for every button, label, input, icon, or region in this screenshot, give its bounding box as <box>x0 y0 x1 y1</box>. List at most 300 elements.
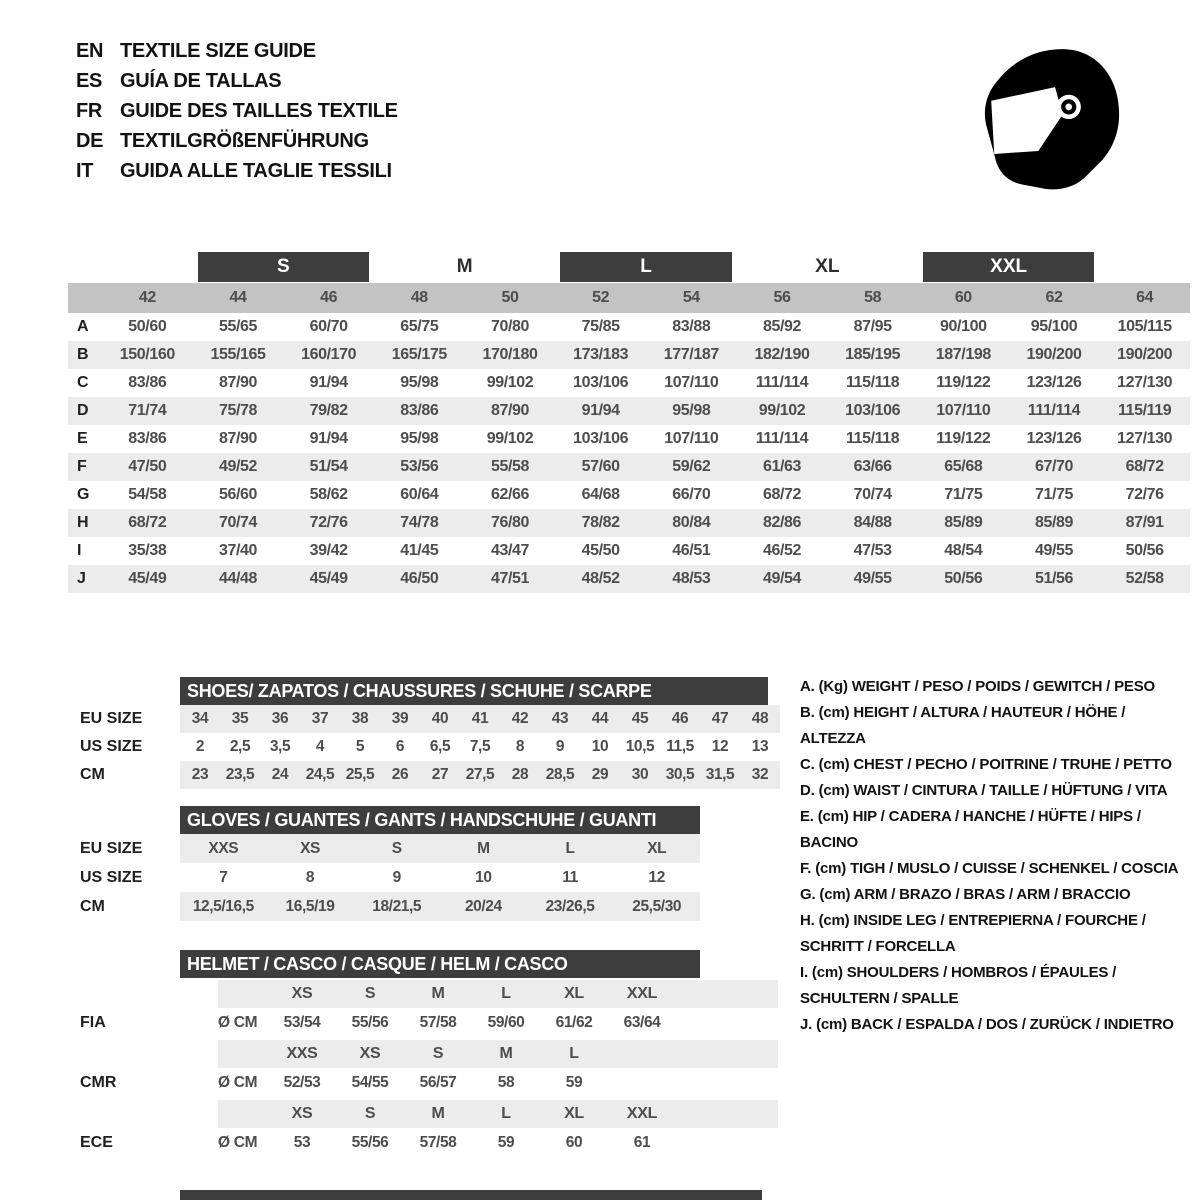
size-value: 99/102 <box>486 374 534 391</box>
helmet-size-label: M <box>431 1105 445 1122</box>
size-row-h <box>68 509 1190 537</box>
gloves-value: 12 <box>648 868 665 886</box>
helmet-value: 57/58 <box>419 1014 457 1031</box>
language-title: TEXTILE SIZE GUIDE <box>120 39 316 62</box>
size-row-a <box>68 313 1190 341</box>
size-value: 83/88 <box>672 318 711 335</box>
helmet-value: 59/60 <box>487 1014 525 1031</box>
helmet-group-ece <box>68 1100 780 1158</box>
language-title: GUIDA ALLE TAGLIE TESSILI <box>120 159 392 182</box>
helmet-value: 55/56 <box>351 1134 389 1151</box>
shoes-value: 23 <box>191 766 209 783</box>
row-label: EU SIZE <box>80 839 143 857</box>
legend-item: A. (Kg) WEIGHT / PESO / POIDS / GEWITCH / PESO <box>800 678 1155 695</box>
helmet-unit-label: Ø CM <box>218 1134 258 1151</box>
size-value: 85/89 <box>1034 514 1074 531</box>
gloves-title: GLOVES / GUANTES / GANTS / HANDSCHUHE / GUANTI <box>180 806 700 834</box>
size-value: 78/82 <box>581 514 620 531</box>
size-value: 67/70 <box>1034 458 1074 475</box>
row-letter: G <box>77 486 90 503</box>
size-value: 51/56 <box>1034 570 1074 587</box>
size-value: 95/98 <box>400 430 439 447</box>
size-value: 71/75 <box>944 486 983 503</box>
shoes-rows <box>68 705 780 789</box>
size-value: 123/126 <box>1026 430 1082 447</box>
size-value: 47/51 <box>490 570 530 587</box>
size-table-body <box>68 313 1190 593</box>
helmet-value: 59 <box>497 1134 515 1151</box>
helmet-group-fia <box>68 980 780 1038</box>
shoes-value: 34 <box>191 710 209 727</box>
size-value: 70/80 <box>490 318 530 335</box>
size-band-xxl: XXL <box>923 252 1094 282</box>
helmet-title: HELMET / CASCO / CASQUE / HELM / CASCO <box>180 950 700 978</box>
helmet-value: 54/55 <box>351 1074 389 1091</box>
shoes-value: 28,5 <box>545 766 575 783</box>
helmet-value: 58 <box>497 1074 515 1091</box>
language-list <box>76 36 398 186</box>
size-value: 65/75 <box>400 318 439 335</box>
shoes-value: 13 <box>751 738 769 755</box>
size-value: 87/90 <box>218 430 258 447</box>
gloves-value: XS <box>300 839 320 857</box>
size-value: 95/98 <box>400 374 439 391</box>
shoes-value: 12 <box>711 738 729 755</box>
size-value: 165/175 <box>391 346 447 363</box>
size-value: 70/74 <box>218 514 258 531</box>
gloves-row <box>68 863 700 892</box>
helmet-size-label: XL <box>564 985 584 1002</box>
size-value: 46/52 <box>762 542 802 559</box>
size-value: 49/55 <box>853 570 892 587</box>
size-value: 48/53 <box>672 570 711 587</box>
size-value: 111/114 <box>755 430 809 447</box>
shoes-value: 10,5 <box>625 738 655 755</box>
size-value: 107/110 <box>664 374 719 391</box>
shoes-value: 39 <box>391 710 409 727</box>
size-value: 155/165 <box>210 346 266 363</box>
shoes-value: 43 <box>551 710 569 727</box>
size-value: 185/195 <box>845 346 901 363</box>
helmet-size-label: XS <box>291 985 313 1002</box>
size-value: 75/78 <box>218 402 258 419</box>
legend-item: G. (cm) ARM / BRAZO / BRAS / ARM / BRACCIO <box>800 886 1131 903</box>
size-value: 72/76 <box>309 514 348 531</box>
size-value: 56/60 <box>218 486 258 503</box>
size-row-i <box>68 537 1190 565</box>
size-value: 111/114 <box>1027 402 1081 419</box>
shoes-value: 6,5 <box>429 738 451 755</box>
language-title: GUÍA DE TALLAS <box>120 69 282 92</box>
size-value: 87/90 <box>218 374 258 391</box>
shoes-value: 41 <box>471 710 489 727</box>
language-title: GUIDE DES TAILLES TEXTILE <box>120 99 398 122</box>
size-value: 115/119 <box>1118 402 1172 419</box>
size-value: 90/100 <box>940 318 987 335</box>
helmet-size-label: L <box>501 985 511 1002</box>
row-letter: J <box>77 570 86 587</box>
helmet-size-band <box>218 1100 778 1128</box>
size-value: 54/58 <box>128 486 167 503</box>
size-value: 70/74 <box>853 486 892 503</box>
size-column-header <box>68 283 1190 313</box>
language-code: FR <box>76 99 103 122</box>
size-col-42: 42 <box>138 289 156 306</box>
size-value: 160/170 <box>301 346 357 363</box>
legend-item: D. (cm) WAIST / CINTURA / TAILLE / HÜFTUNG / VITA <box>800 782 1168 799</box>
size-value: 103/106 <box>573 430 629 447</box>
row-letter: F <box>77 458 87 475</box>
size-value: 53/56 <box>400 458 439 475</box>
legend-item: H. (cm) INSIDE LEG / ENTREPIERNA / FOURCHE / SCHRITT / FORCELLA <box>800 912 1146 955</box>
language-code: IT <box>76 159 94 182</box>
measurement-legend <box>800 674 1192 1038</box>
gloves-value: 10 <box>475 868 492 886</box>
helmet-size-label: XXL <box>626 985 658 1002</box>
size-value: 150/160 <box>119 346 175 363</box>
shoes-value: 5 <box>355 738 365 755</box>
size-value: 47/50 <box>128 458 167 475</box>
racing-helmet-icon <box>976 40 1128 192</box>
size-value: 68/72 <box>762 486 802 503</box>
size-value: 60/64 <box>400 486 439 503</box>
size-col-52: 52 <box>592 289 610 306</box>
size-value: 115/118 <box>846 430 900 447</box>
gloves-value: M <box>477 839 490 857</box>
shoes-section <box>68 677 780 789</box>
shoes-value: 48 <box>751 710 769 727</box>
helmet-value: 61 <box>633 1134 651 1151</box>
language-row <box>76 66 398 96</box>
size-value: 68/72 <box>128 514 167 531</box>
size-value: 87/90 <box>490 402 530 419</box>
helmet-value: 53/54 <box>283 1014 321 1031</box>
size-row-e <box>68 425 1190 453</box>
shoes-value: 30,5 <box>665 766 695 783</box>
size-band-l: L <box>560 252 731 282</box>
size-col-50: 50 <box>501 289 519 306</box>
size-value: 79/82 <box>309 402 348 419</box>
size-row-d <box>68 397 1190 425</box>
helmet-value: 61/62 <box>555 1014 593 1031</box>
language-code: EN <box>76 39 104 62</box>
shoes-values <box>180 733 780 761</box>
size-value: 170/180 <box>482 346 538 363</box>
size-value: 50/56 <box>944 570 983 587</box>
helmet-value: 55/56 <box>351 1014 389 1031</box>
size-value: 55/65 <box>218 318 258 335</box>
size-value: 49/52 <box>218 458 258 475</box>
helmet-size-band <box>218 1040 778 1068</box>
row-label: EU SIZE <box>80 710 143 727</box>
size-value: 83/86 <box>400 402 439 419</box>
size-value: 83/86 <box>128 430 167 447</box>
shoes-value: 23,5 <box>225 766 255 783</box>
helmet-size-row <box>218 1100 778 1128</box>
size-value: 76/80 <box>490 514 530 531</box>
size-value: 95/100 <box>1030 318 1078 335</box>
language-row <box>76 96 398 126</box>
helmet-standard-label: ECE <box>80 1134 113 1151</box>
shoes-value: 24 <box>271 766 289 783</box>
shoes-value: 26 <box>391 766 409 783</box>
gloves-row <box>68 834 700 863</box>
size-col-44: 44 <box>229 289 247 306</box>
size-row-b <box>68 341 1190 369</box>
shoes-value: 36 <box>271 710 289 727</box>
size-value: 74/78 <box>400 514 439 531</box>
gloves-section <box>68 806 700 921</box>
language-code: ES <box>76 69 103 92</box>
size-value: 49/54 <box>762 570 802 587</box>
shoes-value: 42 <box>511 710 529 727</box>
cutoff-section-bar <box>180 1190 762 1200</box>
helmet-unit-label: Ø CM <box>218 1014 258 1031</box>
size-row-g <box>68 481 1190 509</box>
gloves-value: 18/21,5 <box>372 897 422 915</box>
legend-item: J. (cm) BACK / ESPALDA / DOS / ZURÜCK / INDIETRO <box>800 1016 1174 1033</box>
size-band-row <box>68 252 1190 282</box>
helmet-size-row <box>218 980 778 1008</box>
size-value: 47/53 <box>853 542 892 559</box>
row-letter: A <box>77 318 89 335</box>
shoes-value: 35 <box>231 710 249 727</box>
helmet-unit-label: Ø CM <box>218 1074 258 1091</box>
size-value: 123/126 <box>1026 374 1082 391</box>
helmet-value: 60 <box>565 1134 583 1151</box>
size-value: 45/50 <box>581 542 620 559</box>
size-value: 99/102 <box>486 430 534 447</box>
shoes-value: 31,5 <box>705 766 735 783</box>
gloves-value: XL <box>647 839 667 857</box>
legend-item: I. (cm) SHOULDERS / HOMBROS / ÉPAULES / SCHULTERN / SPALLE <box>800 964 1117 1007</box>
row-label: CM <box>80 766 105 783</box>
helmet-groups <box>68 980 780 1158</box>
size-value: 59/62 <box>672 458 711 475</box>
size-value: 84/88 <box>853 514 892 531</box>
size-band-xl: XL <box>815 256 840 277</box>
size-value: 49/55 <box>1034 542 1074 559</box>
shoes-value: 8 <box>515 738 525 755</box>
helmet-size-label: S <box>364 985 376 1002</box>
size-value: 99/102 <box>758 402 806 419</box>
shoes-value: 10 <box>591 738 609 755</box>
helmet-group-cmr <box>68 1040 780 1098</box>
size-value: 52/58 <box>1125 570 1164 587</box>
size-value: 103/106 <box>845 402 901 419</box>
shoes-value: 9 <box>555 738 565 755</box>
size-value: 83/86 <box>128 374 167 391</box>
size-value: 75/85 <box>581 318 620 335</box>
language-code: DE <box>76 129 104 152</box>
size-value: 57/60 <box>581 458 620 475</box>
row-letter: B <box>77 346 89 363</box>
size-value: 190/200 <box>1026 346 1082 363</box>
helmet-size-band <box>218 980 778 1008</box>
size-value: 68/72 <box>1125 458 1164 475</box>
shoes-value: 40 <box>431 710 449 727</box>
size-value: 62/66 <box>490 486 530 503</box>
size-value: 66/70 <box>672 486 711 503</box>
size-value: 173/183 <box>573 346 629 363</box>
shoes-value: 45 <box>631 710 649 727</box>
size-value: 58/62 <box>309 486 348 503</box>
shoes-value: 27 <box>431 766 449 783</box>
helmet-value: 56/57 <box>419 1074 457 1091</box>
gloves-value: 9 <box>392 868 401 886</box>
shoes-value: 7,5 <box>469 738 491 755</box>
gloves-value: XXS <box>208 839 239 857</box>
helmet-value: 63/64 <box>623 1014 661 1031</box>
size-value: 43/47 <box>490 542 530 559</box>
textile-size-table <box>68 252 1190 593</box>
shoes-value: 37 <box>311 710 329 727</box>
helmet-size-label: XL <box>564 1105 584 1122</box>
size-value: 177/187 <box>663 346 719 363</box>
size-col-60: 60 <box>954 289 972 306</box>
gloves-value: 20/24 <box>464 897 502 915</box>
shoes-value: 32 <box>751 766 769 783</box>
shoes-row <box>68 705 780 733</box>
size-col-58: 58 <box>864 289 882 306</box>
size-value: 71/75 <box>1034 486 1074 503</box>
helmet-value: 59 <box>565 1074 583 1091</box>
size-value: 187/198 <box>935 346 991 363</box>
size-value: 127/130 <box>1117 430 1173 447</box>
size-value: 91/94 <box>581 402 620 419</box>
helmet-size-label: L <box>569 1045 579 1062</box>
shoes-value: 2,5 <box>229 738 251 755</box>
size-value: 60/70 <box>309 318 348 335</box>
size-value: 37/40 <box>218 542 258 559</box>
gloves-value: 11 <box>562 868 578 886</box>
size-value: 46/50 <box>400 570 439 587</box>
gloves-value: 8 <box>305 868 315 886</box>
language-title: TEXTILGRÖßENFÜHRUNG <box>120 129 369 152</box>
size-value: 55/58 <box>490 458 530 475</box>
row-letter: E <box>77 430 88 447</box>
shoes-title: SHOES/ ZAPATOS / CHAUSSURES / SCHUHE / SCARPE <box>180 677 768 705</box>
legend-item: F. (cm) TIGH / MUSLO / CUISSE / SCHENKEL / COSCIA <box>800 860 1179 877</box>
language-row <box>76 156 398 186</box>
size-value: 46/51 <box>672 542 711 559</box>
size-value: 41/45 <box>400 542 439 559</box>
shoes-value: 46 <box>671 710 689 727</box>
size-value: 190/200 <box>1117 346 1173 363</box>
size-value: 71/74 <box>128 402 167 419</box>
gloves-value: L <box>565 839 575 857</box>
helmet-section <box>68 950 780 1158</box>
helmet-size-label: S <box>432 1045 444 1062</box>
gloves-row <box>68 892 700 921</box>
size-value: 111/114 <box>755 374 809 391</box>
size-value: 48/54 <box>944 542 983 559</box>
size-value: 44/48 <box>218 570 258 587</box>
shoes-row <box>68 761 780 789</box>
row-label: CM <box>80 897 105 915</box>
size-value: 80/84 <box>672 514 711 531</box>
size-value: 91/94 <box>309 430 348 447</box>
shoes-value: 25,5 <box>345 766 375 783</box>
shoes-value: 28 <box>511 766 529 783</box>
size-col-64: 64 <box>1136 289 1154 306</box>
size-value: 45/49 <box>309 570 348 587</box>
size-value: 39/42 <box>309 542 348 559</box>
size-value: 85/89 <box>944 514 983 531</box>
shoes-value: 29 <box>591 766 609 783</box>
helmet-size-label: L <box>501 1105 511 1122</box>
size-value: 63/66 <box>853 458 892 475</box>
gloves-value: 7 <box>219 868 228 886</box>
size-value: 105/115 <box>1117 318 1172 335</box>
size-value: 107/110 <box>936 402 991 419</box>
size-value: 115/118 <box>846 374 900 391</box>
helmet-value-row <box>68 1008 780 1038</box>
row-label: US SIZE <box>80 868 143 886</box>
size-value: 65/68 <box>944 458 983 475</box>
size-value: 82/86 <box>762 514 802 531</box>
helmet-size-label: XS <box>291 1105 313 1122</box>
shoes-value: 11,5 <box>666 738 694 755</box>
gloves-value: 23/26,5 <box>545 897 595 915</box>
size-value: 95/98 <box>672 402 711 419</box>
gloves-rows <box>68 834 700 921</box>
row-letter: C <box>77 374 89 391</box>
helmet-size-label: XS <box>359 1045 381 1062</box>
legend-item: C. (cm) CHEST / PECHO / POITRINE / TRUHE / PETTO <box>800 756 1172 773</box>
gloves-value: 16,5/19 <box>285 897 335 915</box>
legend-item: B. (cm) HEIGHT / ALTURA / HAUTEUR / HÖHE / ALTEZZA <box>800 704 1126 747</box>
shoes-value: 44 <box>591 710 609 727</box>
size-value: 51/54 <box>309 458 348 475</box>
shoes-values <box>180 705 780 733</box>
size-col-56: 56 <box>773 289 791 306</box>
helmet-size-label: M <box>499 1045 513 1062</box>
size-col-46: 46 <box>320 289 338 306</box>
shoes-value: 2 <box>195 738 205 755</box>
helmet-standard-label: FIA <box>80 1014 106 1031</box>
size-value: 72/76 <box>1125 486 1164 503</box>
row-letter: D <box>77 402 89 419</box>
gloves-value: 12,5/16,5 <box>192 897 254 915</box>
shoes-value: 47 <box>711 710 729 727</box>
size-band-m: M <box>456 256 473 277</box>
helmet-size-label: XXL <box>626 1105 658 1122</box>
size-value: 35/38 <box>128 542 167 559</box>
row-letter: H <box>77 514 89 531</box>
helmet-size-row <box>218 1040 778 1068</box>
size-value: 103/106 <box>573 374 629 391</box>
helmet-value-row <box>68 1068 780 1098</box>
helmet-value-row <box>68 1128 780 1158</box>
size-row-f <box>68 453 1190 481</box>
shoes-value: 3,5 <box>269 738 291 755</box>
size-value: 182/190 <box>754 346 810 363</box>
gloves-values <box>180 834 700 863</box>
size-value: 64/68 <box>581 486 620 503</box>
size-value: 91/94 <box>309 374 348 391</box>
size-value: 107/110 <box>664 430 719 447</box>
legend-item: E. (cm) HIP / CADERA / HANCHE / HÜFTE / HIPS / BACINO <box>800 808 1141 851</box>
shoes-value: 6 <box>395 738 405 755</box>
gloves-values <box>180 863 700 892</box>
shoes-row <box>68 733 780 761</box>
helmet-standard-label: CMR <box>80 1074 117 1091</box>
shoes-value: 30 <box>631 766 649 783</box>
helmet-value: 52/53 <box>283 1074 321 1091</box>
size-value: 48/52 <box>581 570 620 587</box>
helmet-size-label: XXS <box>286 1045 318 1062</box>
